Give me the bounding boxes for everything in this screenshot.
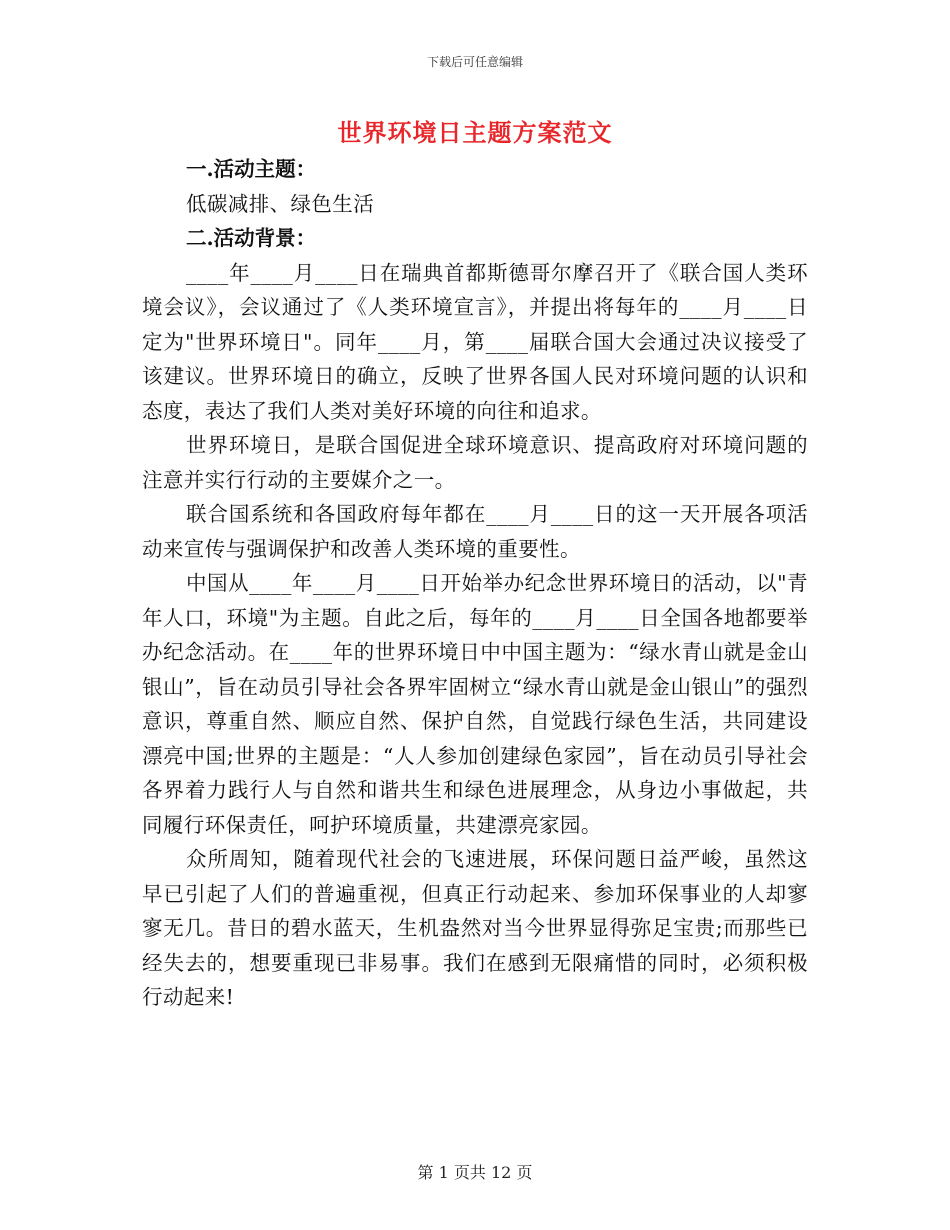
- section-heading-theme: 一.活动主题：: [186, 157, 317, 181]
- paragraph: 众所周知，随着现代社会的飞速进展，环保问题日益严峻，虽然这早已引起了人们的普遍重视，但真正行动起来、参加环保事业的人却寥寥无几。昔日的碧水蓝天，生机盎然对当今世界显得弥足宝贵;而那些已经失去的，想要重现已非易事。我们在感到无限痛惜的同时，必须积极行动起来!: [142, 847, 808, 1009]
- paragraph: 中国从____年____月____日开始举办纪念世界环境日的活动，以"青年人口，环境"为主题。自此之后，每年的____月____日全国各地都要举办纪念活动。在____年的世界环境日中中国主题为：“绿水青山就是金山银山”，旨在动员引导社会各界牢固树立“绿水青山就是金山银山”的强烈意识，尊重自然、顺应自然、保护自然，自觉践行绿色生活，共同建设漂亮中国;世界的主题是：“人人参加创建绿色家园”，旨在动员引导社会各界着力践行人与自然和谐共生和绿色进展理念，从身边小事做起，共同履行环保责任，呵护环境质量，共建漂亮家园。: [142, 571, 808, 837]
- document-title: 世界环境日主题方案范文: [337, 118, 613, 147]
- page-footer-number: 第 1 页共 12 页: [417, 1163, 533, 1182]
- section-heading-background: 二.活动背景：: [186, 226, 317, 250]
- page-header-note: 下载后可任意编辑: [426, 55, 523, 69]
- paragraph: 联合国系统和各国政府每年都在____月____日的这一天开展各项活动来宣传与强调保护和改善人类环境的重要性。: [142, 502, 808, 561]
- paragraph: 世界环境日，是联合国促进全球环境意识、提高政府对环境问题的注意并实行行动的主要媒介之一。: [142, 433, 808, 492]
- theme-text: 低碳减排、绿色生活: [186, 191, 375, 216]
- paragraph: ____年____月____日在瑞典首都斯德哥尔摩召开了《联合国人类环境会议》，会议通过了《人类环境宣言》，并提出将每年的____月____日定为"世界环境日"。同年____月，第____届联合国大会通过决议接受了该建议。世界环境日的确立，反映了世界各国人民对环境问题的认识和态度，表达了我们人类对美好环境的向往和追求。: [142, 260, 808, 423]
- document-body: [142, 152, 808, 1015]
